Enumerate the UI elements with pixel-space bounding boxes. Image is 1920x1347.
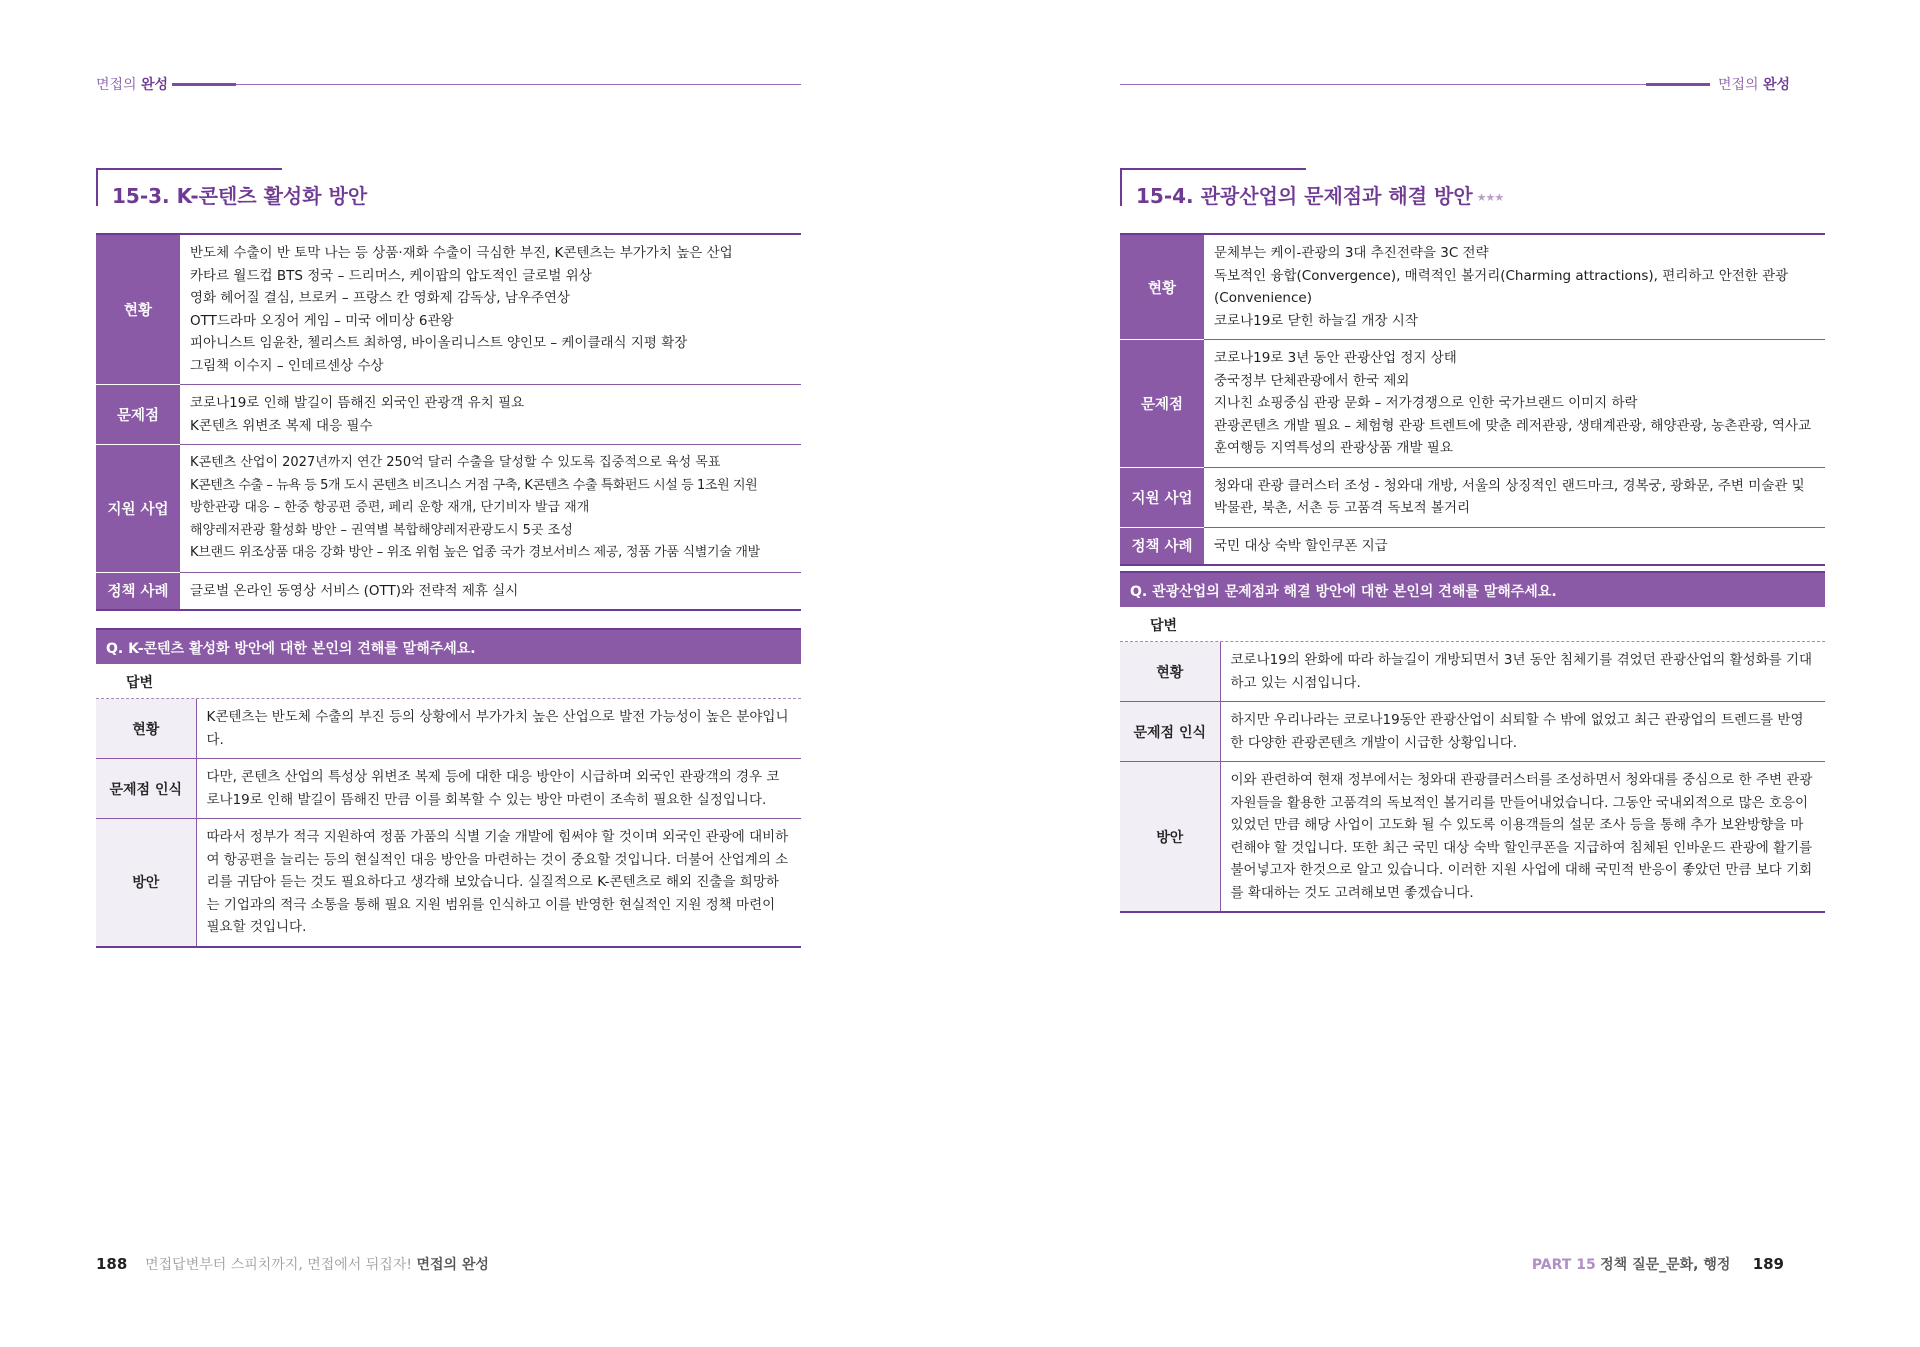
header-rule	[236, 84, 801, 85]
content-line: K콘텐츠 위변조 복제 대응 필수	[190, 417, 373, 434]
answer-row-text: 이와 관련하여 현재 정부에서는 청와대 관광클러스터를 조성하면서 청와대를 중심으로 한 주변 관광자원들을 활용한 고품격의 독보적인 볼거리를 만들어내었습니다. 그동안 국내외적으로 많은 호응이 있었던 만큼 해당 사업이 고도화 될 수 있도록 이용객들의 설문 조사 등을 통해 추가 보완방향을 마련해야 할 것입니다. 또한 최근 국민 대상 숙박 할인쿠폰을 지급하여 침체된 인바운드 관광에 활기를 불어넣고자 한것으로 알고 있습니다. 이러한 지원 사업에 대해 국민적 반응이 좋았던 만큼 보다 기회를 확대하는 것도 고려해보면 좋겠습니다.	[1220, 762, 1825, 913]
row-content	[180, 445, 801, 573]
table-row	[1120, 340, 1825, 468]
content-line: 글로벌 온라인 동영상 서비스 (OTT)와 전략적 제휴 실시	[190, 582, 519, 599]
question-bar: Q. 관광산업의 문제점과 해결 방안에 대한 본인의 견해를 말해주세요.	[1120, 571, 1825, 607]
answer-row-text: 다만, 콘텐츠 산업의 특성상 위변조 복제 등에 대한 대응 방안이 시급하며 외국인 관광객의 경우 코로나19로 인해 발길이 뜸해진 만큼 이를 회복할 수 있는 방안 마련이 조속히 필요한 실정입니다.	[196, 759, 801, 819]
answer-table	[96, 699, 801, 948]
difficulty-stars: ★★★	[1476, 191, 1504, 204]
page-footer	[1532, 1254, 1784, 1274]
answer-row-header: 문제점 인식	[1120, 702, 1220, 762]
row-header: 정책 사례	[96, 572, 180, 609]
content-line: 독보적인 융합(Convergence), 매력적인 볼거리(Charming attractions), 편리하고 안전한 관광(Convenience)	[1214, 267, 1789, 306]
answer-row-text: K콘텐츠는 반도체 수출의 부진 등의 상황에서 부가가치 높은 산업으로 발전 가능성이 높은 분야입니다.	[196, 699, 801, 759]
content-line: 지나친 쇼핑중심 관광 문화 – 저가경쟁으로 인한 국가브랜드 이미지 하락	[1214, 395, 1638, 411]
answer-row-header: 방안	[96, 819, 196, 947]
row-header: 현황	[1120, 235, 1204, 340]
content-line: 중국정부 단체관광에서 한국 제외	[1214, 372, 1410, 389]
answer-row	[1120, 642, 1825, 702]
book-title-prefix: 면접의	[1718, 77, 1759, 93]
content-line: 피아니스트 임윤찬, 첼리스트 최하영, 바이올리니스트 양인모 – 케이클래식 지평 확장	[190, 335, 688, 351]
qa-block	[1120, 571, 1825, 913]
table-row	[96, 385, 801, 445]
content-line: 반도체 수출이 반 토막 나는 등 상품·재화 수출이 극심한 부진, K콘텐츠는 부가가치 높은 산업	[190, 245, 733, 261]
info-table	[1120, 233, 1825, 566]
table-row	[1120, 527, 1825, 564]
answer-row	[96, 699, 801, 759]
row-header: 지원 사업	[1120, 467, 1204, 527]
info-table	[96, 233, 801, 611]
footer-book-title: 면접의 완성	[416, 1257, 489, 1273]
content-line: 영화 헤어질 결심, 브로커 – 프랑스 칸 영화제 감독상, 남우주연상	[190, 290, 570, 306]
content-line: OTT드라마 오징어 게임 – 미국 에미상 6관왕	[190, 312, 454, 329]
row-content	[1204, 340, 1825, 468]
row-header: 문제점	[96, 385, 180, 445]
answer-row-header: 현황	[96, 699, 196, 759]
table-row	[96, 445, 801, 573]
header-rule	[1120, 84, 1646, 85]
table-row	[96, 235, 801, 385]
row-content	[1204, 527, 1825, 564]
book-title-prefix: 면접의	[96, 77, 137, 93]
content-line: 문체부는 케이-관광의 3대 추진전략을 3C 전략	[1214, 245, 1489, 261]
running-header	[96, 74, 168, 96]
row-content	[180, 235, 801, 385]
content-line: 카타르 월드컵 BTS 정국 – 드리머스, 케이팝의 압도적인 글로벌 위상	[190, 267, 592, 284]
content-line: 관광콘텐츠 개발 필요 – 체험형 관광 트렌트에 맞춘 레저관광, 생태계관광, 해양관광, 농촌관광, 역사교훈여행등 지역특성의 관광상품 개발 필요	[1214, 417, 1812, 456]
answer-label: 답변	[1120, 607, 1825, 642]
table-row	[1120, 467, 1825, 527]
content-line: 그림책 이수지 – 인데르센상 수상	[190, 357, 384, 374]
content-line: 해양레저관광 활성화 방안 – 권역별 복합해양레저관광도시 5곳 조성	[190, 522, 573, 538]
content-line: K콘텐츠 산업이 2027년까지 연간 250억 달러 수출을 달성할 수 있도록 집중적으로 육성 목표	[190, 455, 721, 470]
content-line: 국민 대상 숙박 할인쿠폰 지급	[1214, 537, 1388, 554]
row-content	[1204, 467, 1825, 527]
page-number: 188	[96, 1255, 128, 1273]
right-page	[960, 0, 1920, 1347]
part-title: 정책 질문_문화, 행정	[1600, 1257, 1731, 1273]
row-header: 문제점	[1120, 340, 1204, 468]
content-line: K콘텐츠 수출 – 뉴욕 등 5개 도시 콘텐츠 비즈니스 거점 구축, K콘텐츠 수출 특화펀드 시설 등 1조원 지원	[190, 477, 758, 493]
answer-row-header: 문제점 인식	[96, 759, 196, 819]
row-content	[180, 385, 801, 445]
row-header: 정책 사례	[1120, 527, 1204, 564]
answer-row-header: 현황	[1120, 642, 1220, 702]
answer-row-text: 하지만 우리나라는 코로나19동안 관광산업이 쇠퇴할 수 밖에 없었고 최근 관광업의 트렌드를 반영한 다양한 관광콘텐츠 개발이 시급한 상황입니다.	[1220, 702, 1825, 762]
table-row	[96, 572, 801, 609]
answer-label: 답변	[96, 664, 801, 699]
answer-row	[1120, 762, 1825, 913]
table-row	[1120, 235, 1825, 340]
footer-text: 면접답변부터 스피치까지, 면접에서 뒤집자!	[145, 1257, 412, 1273]
row-header: 현황	[96, 235, 180, 385]
qa-block	[96, 628, 801, 948]
question-bar: Q. K-콘텐츠 활성화 방안에 대한 본인의 견해를 말해주세요.	[96, 628, 801, 664]
section-title	[96, 168, 368, 208]
content-line: 청와대 관광 클러스터 조성 - 청와대 개방, 서울의 상징적인 랜드마크, 경복궁, 광화문, 주변 미술관 및 박물관, 북촌, 서촌 등 고품격 독보적 볼거리	[1214, 477, 1805, 516]
content-line: 코로나19로 3년 동안 관광산업 정지 상태	[1214, 350, 1457, 366]
row-content	[1204, 235, 1825, 340]
page-footer	[96, 1254, 489, 1274]
row-header: 지원 사업	[96, 445, 180, 573]
answer-row	[96, 759, 801, 819]
answer-table	[1120, 642, 1825, 913]
content-line: 코로나19로 닫힌 하늘길 개장 시작	[1214, 312, 1418, 329]
content-line: 코로나19로 인해 발길이 뜸해진 외국인 관광객 유치 필요	[190, 395, 525, 411]
content-line: 방한관광 대응 – 한중 항공편 증편, 페리 운항 재개, 단기비자 발급 재개	[190, 500, 590, 515]
answer-row	[96, 819, 801, 947]
answer-row	[1120, 702, 1825, 762]
header-accent-line	[1646, 83, 1710, 86]
book-title-bold: 완성	[141, 77, 169, 93]
answer-row-text: 따라서 정부가 적극 지원하여 정품 가품의 식별 기술 개발에 힘써야 할 것이며 외국인 관광에 대비하여 항공편을 늘리는 등의 현실적인 대응 방안을 마련하는 것이 중요할 것입니다. 더불어 산업계의 소리를 귀담아 듣는 것도 필요하다고 생각해 보았습니다. 실질적으로 K-콘텐츠로 해외 진출을 희망하는 기업과의 적극 소통을 통해 필요 지원 범위를 인식하고 이를 반영한 현실적인 지원 정책 마련이 필요할 것입니다.	[196, 819, 801, 947]
row-content	[180, 572, 801, 609]
book-title-bold: 완성	[1763, 77, 1791, 93]
section-title-text: 15-4. 관광산업의 문제점과 해결 방안	[1136, 184, 1473, 208]
part-label: PART 15	[1531, 1257, 1596, 1273]
answer-row-text: 코로나19의 완화에 따라 하늘길이 개방되면서 3년 동안 침체기를 겪었던 관광산업의 활성화를 기대하고 있는 시점입니다.	[1220, 642, 1825, 702]
page-number: 189	[1752, 1255, 1784, 1273]
answer-row-header: 방안	[1120, 762, 1220, 913]
section-title	[1120, 168, 1504, 208]
section-title-text: 15-3. K-콘텐츠 활성화 방안	[112, 184, 368, 208]
header-accent-line	[172, 83, 236, 86]
content-line: K브랜드 위조상품 대응 강화 방안 – 위조 위험 높은 업종 국가 경보서비스 제공, 정품 가품 식별기술 개발	[190, 545, 760, 560]
running-header	[1718, 74, 1790, 96]
